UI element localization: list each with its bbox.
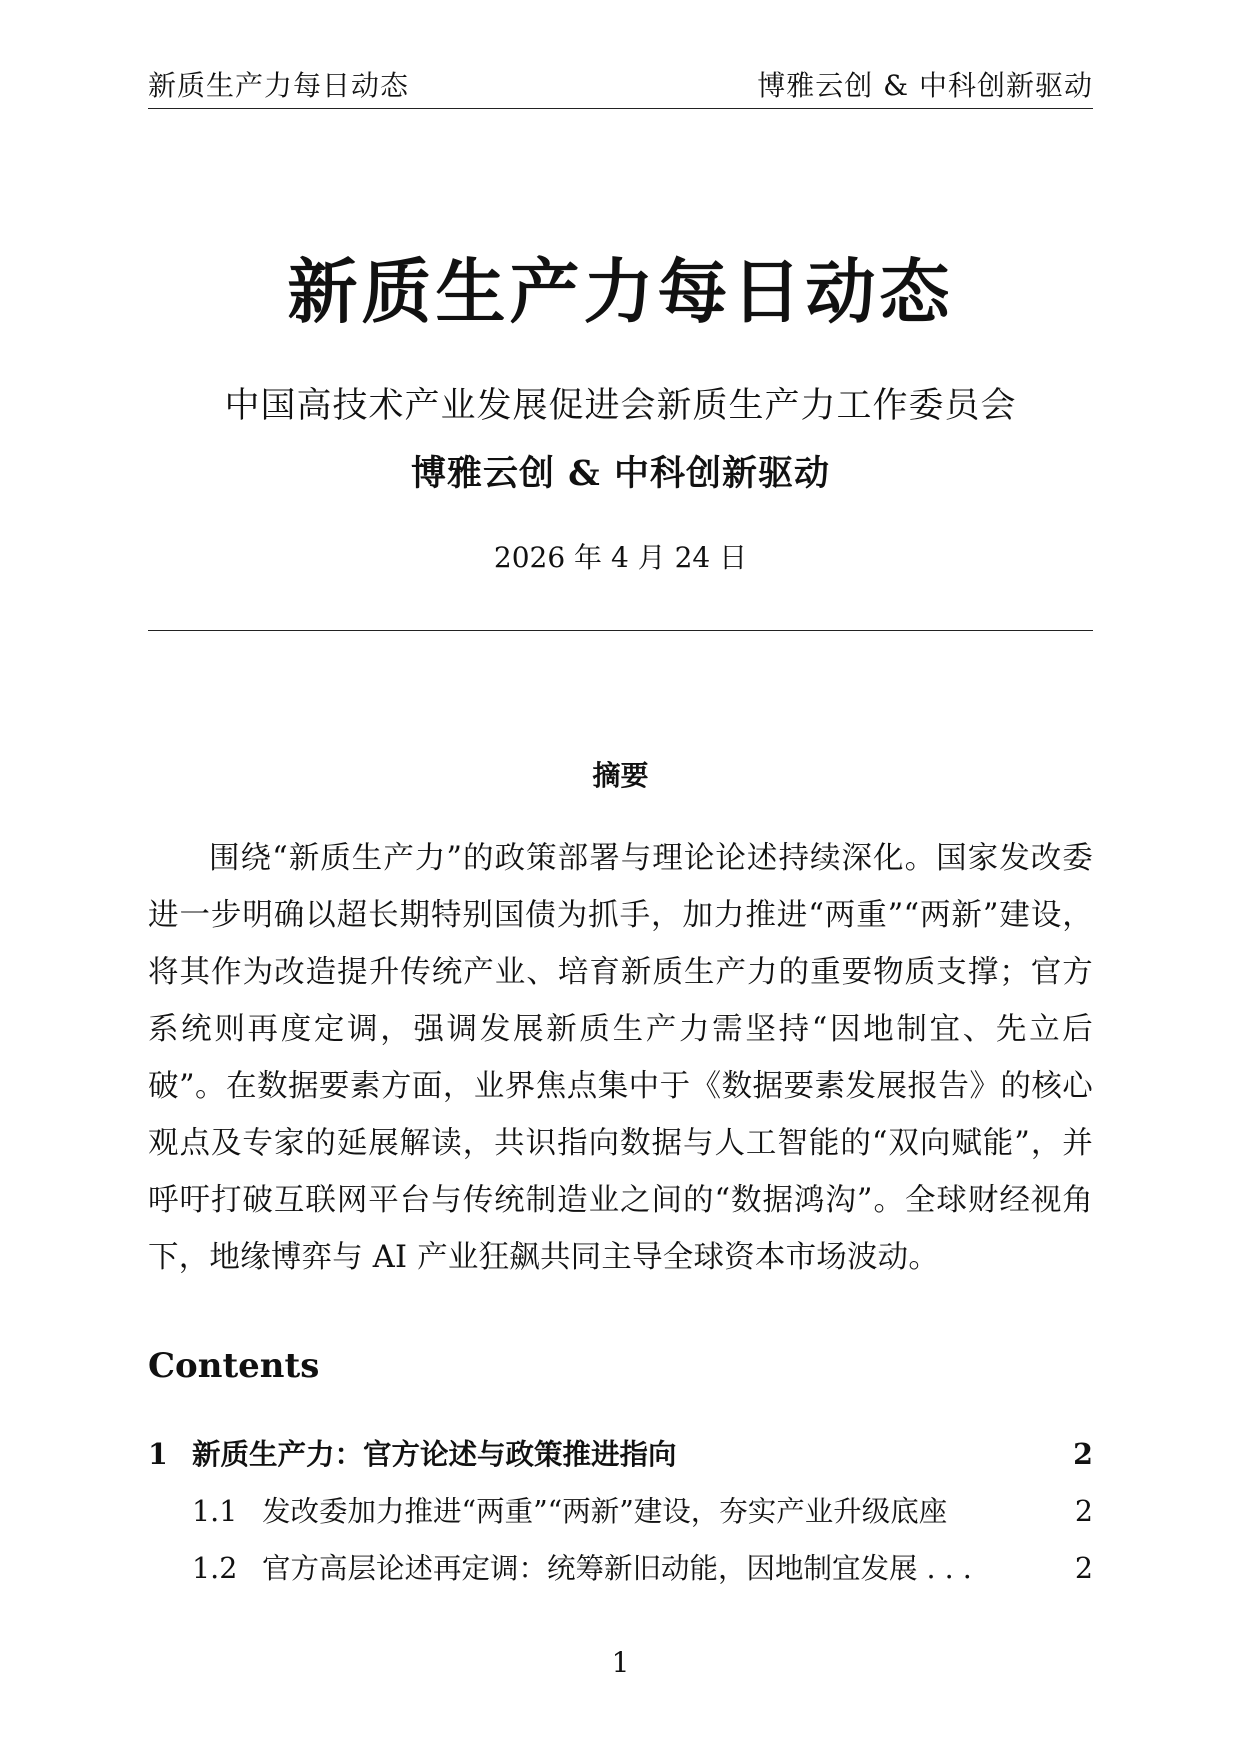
authors: 博雅云创 & 中科创新驱动 bbox=[411, 453, 830, 494]
toc-entry-page: 2 bbox=[1074, 1495, 1093, 1528]
toc-entry-label: 发改委加力推进“两重”“两新”建设，夯实产业升级底座 bbox=[262, 1495, 948, 1528]
toc-entry-1-2[interactable] bbox=[148, 1546, 1093, 1603]
toc-entry-number: 1.1 bbox=[192, 1495, 238, 1528]
toc-entry-1-1[interactable] bbox=[148, 1489, 1093, 1546]
publication-date: 2026 年 4 月 24 日 bbox=[493, 541, 748, 574]
toc-entry-page: 2 bbox=[1073, 1437, 1093, 1471]
toc-entry-1[interactable] bbox=[148, 1432, 1093, 1489]
toc-entry-page: 2 bbox=[1074, 1552, 1093, 1585]
abstract-heading: 摘要 bbox=[592, 759, 649, 792]
toc-entry-number: 1 bbox=[148, 1437, 168, 1471]
toc-entry-label: 官方高层论述再定调：统筹新旧动能，因地制宜发展 . . . bbox=[262, 1552, 972, 1585]
toc-entry-label: 新质生产力：官方论述与政策推进指向 bbox=[192, 1437, 677, 1471]
toc-entry-number: 1.2 bbox=[192, 1552, 238, 1585]
running-header-right: 博雅云创 & 中科创新驱动 bbox=[757, 69, 1093, 102]
document-page bbox=[148, 0, 1093, 1754]
abstract-body: 围绕“新质生产力”的政策部署与理论论述持续深化。国家发改委进一步明确以超长期特别国债为抓手，加力推进“两重”“两新”建设，将其作为改造提升传统产业、培育新质生产力的重要物质支撑；官方系统则再度定调，强调发展新质生产力需坚持“因地制宜、先立后破”。在数据要素方面，业界焦点集中于《数据要素发展报告》的核心观点及专家的延展解读，共识指向数据与人工智能的“双向赋能”，并呼吁打破互联网平台与传统制造业之间的“数据鸿沟”。全球财经视角下，地缘博弈与 AI 产业狂飙共同主导全球资本市场波动。 bbox=[148, 841, 1093, 1275]
contents-heading: Contents bbox=[148, 1346, 320, 1386]
title-divider bbox=[148, 630, 1093, 631]
running-header-left: 新质生产力每日动态 bbox=[148, 69, 410, 102]
table-of-contents bbox=[148, 1432, 1093, 1603]
document-title: 新质生产力每日动态 bbox=[287, 250, 954, 333]
page-number: 1 bbox=[611, 1646, 630, 1679]
running-header bbox=[148, 64, 1093, 109]
organization: 中国高技术产业发展促进会新质生产力工作委员会 bbox=[224, 386, 1017, 426]
